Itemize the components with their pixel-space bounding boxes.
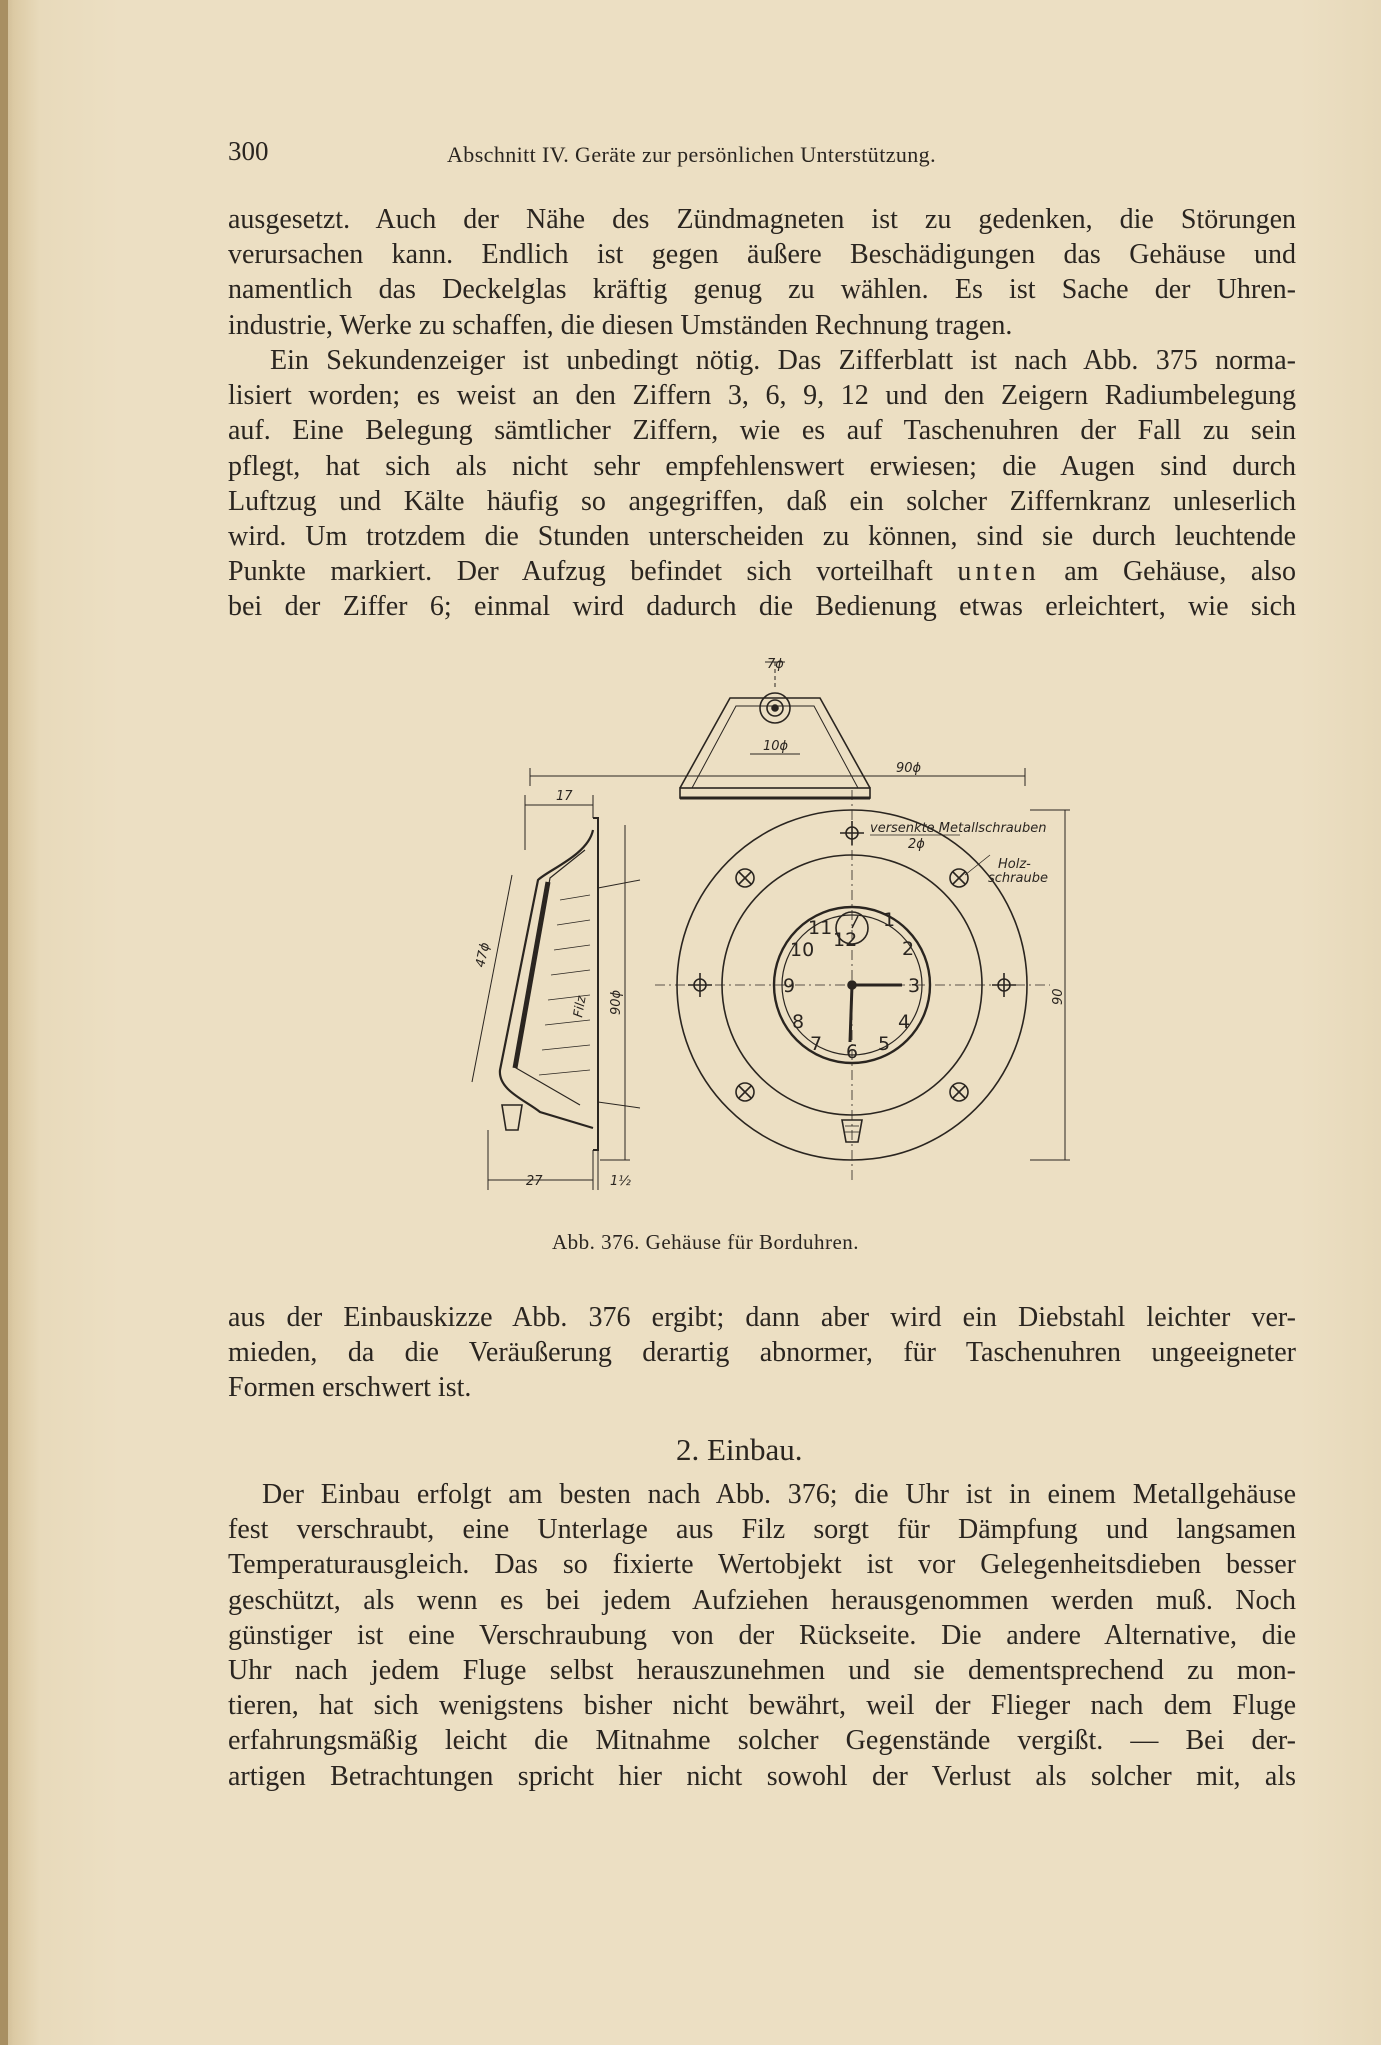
section-heading: 2. Einbau.	[676, 1432, 803, 1467]
screw-label: versenkte Metallschrauben	[870, 821, 1047, 836]
dial-numeral: 11	[808, 917, 833, 939]
text-line: Ein Sekundenzeiger ist unbedingt nötig. Das Zifferblatt ist nach Abb. 375 norma-	[270, 345, 1296, 376]
dial-numeral: 12	[833, 929, 858, 951]
dim-label: 7ϕ	[767, 657, 784, 672]
emphasized-word: unten	[957, 556, 1040, 588]
dial-numeral: 9	[783, 975, 796, 997]
text-segment: am Gehäuse, also	[1064, 556, 1297, 588]
paragraph-3	[228, 1300, 1296, 1406]
screw-size-label: 2ϕ	[908, 837, 925, 852]
book-binding-edge	[0, 0, 8, 2045]
text-line: Uhr nach jedem Fluge selbst herauszunehmen und sie dementsprechend zu mon-	[228, 1655, 1296, 1687]
dial-numeral: 5	[878, 1033, 891, 1055]
dial-numeral: 4	[898, 1011, 911, 1033]
text-line: wird. Um trotzdem die Stunden unterscheiden zu können, sind sie durch leuchtende	[228, 521, 1296, 553]
text-line: günstiger ist eine Verschraubung von der Rückseite. Die andere Alternative, die	[228, 1619, 1296, 1651]
text-line: artigen Betrachtungen spricht hier nicht sowohl der Verlust als solcher mit, als	[228, 1760, 1296, 1792]
text-line-with-emphasis	[228, 554, 1296, 589]
dim-label: 90ϕ	[609, 989, 624, 1015]
text-line: industrie, Werke zu schaffen, die diesen Umständen Rechnung tragen.	[228, 309, 1013, 341]
text-line: Der Einbau erfolgt am besten nach Abb. 376; die Uhr ist in einem Metallgehäuse	[262, 1479, 1296, 1510]
section-crown	[502, 1105, 522, 1130]
wood-screw-label: schraube	[988, 871, 1048, 886]
paragraph-2	[228, 343, 1296, 625]
dim-label: 27	[526, 1174, 543, 1189]
dial-numeral: 10	[790, 939, 815, 961]
text-line: erfahrungsmäßig leicht die Mitnahme solcher Gegenstände vergißt. — Bei der-	[228, 1725, 1296, 1757]
dial-numeral: 1	[883, 909, 896, 931]
text-line: fest verschraubt, eine Unterlage aus Filz sorgt für Dämpfung und langsamen	[228, 1514, 1296, 1546]
text-line: Luftzug und Kälte häufig so angegriffen, daß ein solcher Ziffernkranz unleserlich	[228, 485, 1296, 517]
dim-label: 90	[1051, 988, 1066, 1005]
felt-hatching	[539, 895, 590, 1075]
text-line: tieren, hat sich wenigstens bisher nicht bewährt, weil der Flieger nach dem Fluge	[228, 1690, 1296, 1722]
dim-label: 1½	[610, 1174, 631, 1189]
wood-screw-label: Holz-	[998, 857, 1031, 872]
text-line: pflegt, hat sich als nicht sehr empfehlenswert erwiesen; die Augen sind durch	[228, 450, 1296, 482]
page-number: 300	[228, 136, 269, 166]
dial-numeral: 7	[810, 1033, 823, 1055]
text-segment: Punkte markiert. Der Aufzug befindet sich vorteilhaft	[228, 556, 933, 588]
section-shell	[500, 830, 593, 1128]
text-line: bei der Ziffer 6; einmal wird dadurch die Bedienung etwas erleichtert, wie sich	[228, 591, 1296, 623]
section-plate	[593, 818, 598, 1150]
text-line: verursachen kann. Endlich ist gegen äußere Beschädigungen das Gehäuse und	[228, 239, 1296, 271]
text-line: auf. Eine Belegung sämtlicher Ziffern, wie es auf Taschenuhren der Fall zu sein	[228, 415, 1296, 447]
figure-376-drawing	[430, 650, 1080, 1195]
figure-caption: Abb. 376. Gehäuse für Borduhren.	[552, 1230, 860, 1254]
text-line: geschützt, als wenn es bei jedem Aufziehen herausgenommen werden muß. Noch	[228, 1584, 1296, 1616]
felt-label: Filz	[571, 994, 590, 1019]
dial-numeral: 2	[902, 938, 915, 960]
dim-label: 47ϕ	[473, 941, 494, 969]
dial-numeral: 8	[792, 1011, 805, 1033]
dim-label: 17	[556, 789, 573, 804]
running-head: Abschnitt IV. Geräte zur persönlichen Unterstützung.	[447, 142, 936, 167]
text-line: lisiert worden; es weist an den Ziffern 3, 6, 9, 12 und den Zeigern Radiumbelegung	[228, 380, 1296, 412]
dial-numeral: 6	[846, 1041, 859, 1063]
text-line: ausgesetzt. Auch der Nähe des Zündmagneten ist zu gedenken, die Störungen	[228, 204, 1296, 235]
text-line: Temperaturausgleich. Das so fixierte Wertobjekt ist vor Gelegenheitsdieben besser	[228, 1549, 1296, 1581]
text-line: Formen erschwert ist.	[228, 1372, 472, 1404]
dial-numeral: 3	[908, 975, 921, 997]
paragraph-4	[228, 1477, 1296, 1794]
paragraph-1	[228, 202, 1296, 343]
page-header	[228, 136, 1098, 170]
technical-drawing	[430, 650, 1080, 1195]
dim-label: 10ϕ	[763, 739, 789, 754]
text-line: aus der Einbauskizze Abb. 376 ergibt; dann aber wird ein Diebstahl leichter ver-	[228, 1302, 1296, 1333]
text-line: namentlich das Deckelglas kräftig genug zu wählen. Es ist Sache der Uhren-	[228, 274, 1296, 306]
text-line: mieden, da die Veräußerung derartig abnormer, für Taschenuhren ungeeigneter	[228, 1337, 1296, 1369]
dim-label: 90ϕ	[896, 761, 922, 776]
